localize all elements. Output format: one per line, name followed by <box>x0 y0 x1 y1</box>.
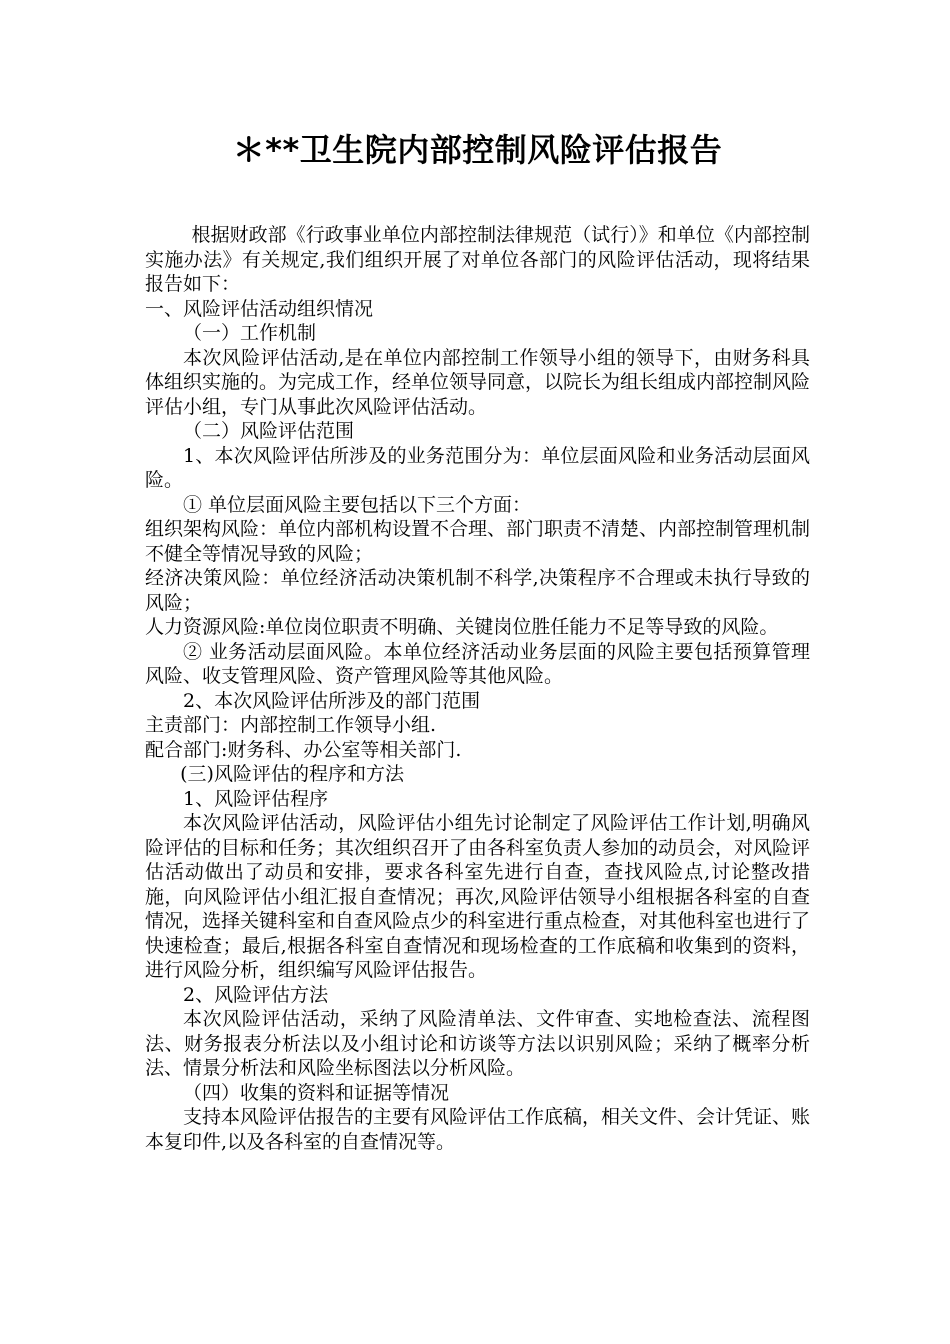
document-title: ＊**卫生院内部控制风险评估报告 <box>232 131 723 169</box>
subsection-heading: （二）风险评估范围 <box>183 420 355 442</box>
body-paragraph: 1、本次风险评估所涉及的业务范围分为：单位层面风险和业务活动层面风险。 <box>145 444 810 491</box>
list-item: 主责部门：内部控制工作领导小组. <box>145 714 437 736</box>
list-item: 组织架构风险：单位内部机构设置不合理、部门职责不清楚、内部控制管理机制不健全等情况导致的风险； <box>145 518 811 565</box>
body-paragraph: 2、本次风险评估所涉及的部门范围 <box>183 689 481 712</box>
list-item: 经济决策风险：单位经济活动决策机制不科学,决策程序不合理或未执行导致的风险； <box>145 567 810 614</box>
intro-paragraph: 根据财政部《行政事业单位内部控制法律规范（试行）》和单位《内部控制实施办法》有关规定,我们组织开展了对单位各部门的风险评估活动，现将结果报告如下： <box>145 224 810 295</box>
subsection-heading: （一）工作机制 <box>183 322 317 344</box>
subsection-heading: （四）收集的资料和证据等情况 <box>183 1081 450 1104</box>
body-paragraph: 本次风险评估活动,是在单位内部控制工作领导小组的领导下，由财务科具体组织实施的。为完成工作，经单位领导同意，以院长为组长组成内部控制风险评估小组，专门从事此次风险评估活动。 <box>145 346 811 418</box>
subsection-heading: (三)风险评估的程序和方法 <box>180 763 404 785</box>
body-paragraph: 本次风险评估活动，风险评估小组先讨论制定了风险评估工作计划,明确风险评估的目标和任务；其次组织召开了由各科室负责人参加的动员会，对风险评估活动做出了动员和安排，要求各科室先进行自查，查找风险点,讨论整改措施，向风险评估小组汇报自查情况；再次,风险评估领导小组根据各科室的自查情况，选择关键科室和自查风险点少的科室进行重点检查，对其他科室也进行了快速检查；最后,根据各科室自查情况和现场检查的工作底稿和收集到的资料，进行风险分析，组织编写风险评估报告。 <box>145 812 811 981</box>
list-heading: ① 单位层面风险主要包括以下三个方面： <box>183 493 532 516</box>
body-paragraph: ② 业务活动层面风险。本单位经济活动业务层面的风险主要包括预算管理风险、收支管理风险、资产管理风险等其他风险。 <box>145 640 810 687</box>
document-page <box>145 0 810 1344</box>
list-item: 配合部门:财务科、办公室等相关部门. <box>145 738 462 761</box>
subsection-heading: 2、风险评估方法 <box>183 983 329 1006</box>
list-item: 人力资源风险:单位岗位职责不明确、关键岗位胜任能力不足等导致的风险。 <box>145 616 779 638</box>
body-paragraph: 支持本风险评估报告的主要有风险评估工作底稿，相关文件、会计凭证、账本复印件,以及各科室的自查情况等。 <box>145 1106 811 1153</box>
subsection-heading: 1、风险评估程序 <box>183 787 329 810</box>
section-heading-1: 一、风险评估活动组织情况 <box>145 297 374 320</box>
body-paragraph: 本次风险评估活动，采纳了风险清单法、文件审查、实地检查法、流程图法、财务报表分析法以及小组讨论和访谈等方法以识别风险；采纳了概率分析法、情景分析法和风险坐标图法以分析风险。 <box>145 1008 810 1079</box>
document-body <box>145 223 810 1154</box>
